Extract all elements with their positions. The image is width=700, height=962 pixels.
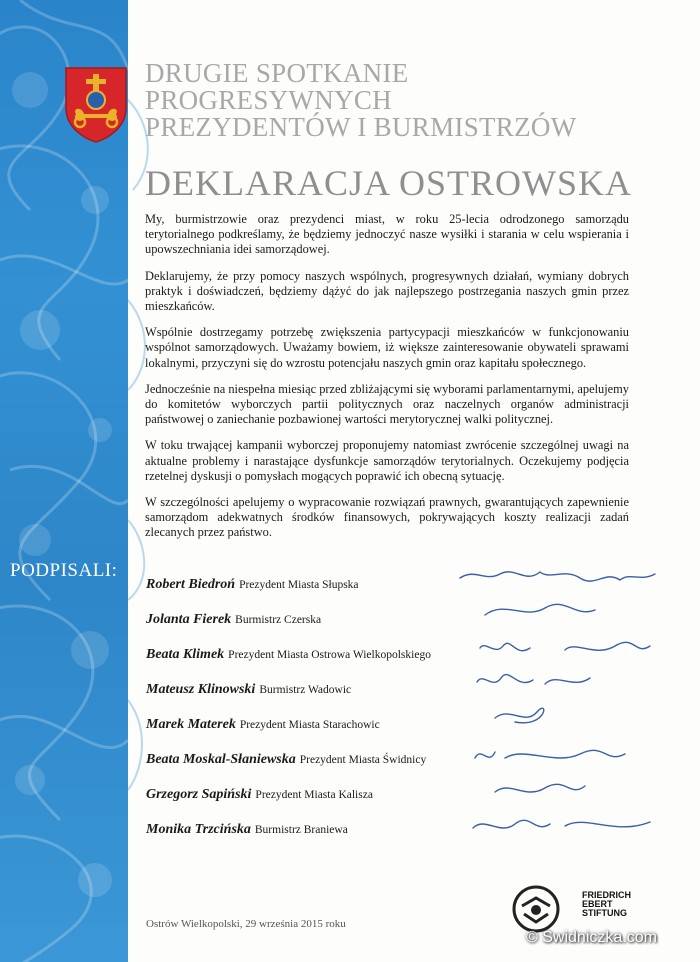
signatory-row [146, 612, 321, 628]
signatory-role: Burmistrz Braniewa [254, 824, 348, 836]
signature-6 [475, 750, 625, 758]
signature-8 [473, 820, 650, 828]
signatory-row [146, 752, 426, 768]
source-watermark: © Swidniczka.com [526, 929, 657, 946]
signatory-name: Beata Klimek [146, 647, 225, 662]
city-coat-of-arms-icon [62, 64, 130, 144]
signatory-role: Prezydent Miasta Starachowic [239, 719, 380, 731]
declaration-title: DEKLARACJA OSTROWSKA [145, 163, 633, 203]
sponsor-name [582, 891, 631, 918]
paragraph: Deklarujemy, że przy pomocy naszych wspólnych, progresywnych działań, wymiany dobrych praktyk i doświadczeń, będziemy dążyć do jak najlepszego postrzegania naszych gmin przez mieszkańców. [145, 268, 629, 314]
signatory-role: Prezydent Miasta Ostrowa Wielkopolskiego [228, 649, 431, 661]
signatory-row [146, 647, 431, 663]
paragraph: Jednocześnie na niespełna miesiąc przed zbliżającymi się wyborami parlamentarnymi, apelujemy do komitetów wyborczych partii politycznych oraz naczelnych organów administracji państwowej o zaniechanie pozbawionej wartości merytorycznej walki politycznej. [145, 381, 629, 427]
signatory-name: Marek Materek [146, 717, 236, 732]
signature-5 [495, 708, 544, 723]
heading-line-2: PROGRESYWNYCH [145, 85, 392, 115]
signatory-name: Jolanta Fierek [146, 612, 232, 627]
signature-1 [460, 572, 655, 581]
signatory-name: Mateusz Klinowski [146, 682, 256, 697]
sponsor-line: STIFTUNG [582, 908, 627, 918]
heading-line-3: PREZYDENTÓW I BURMISTRZÓW [145, 112, 577, 142]
signatory-row [146, 682, 351, 698]
swirl-pattern [0, 0, 128, 962]
declaration-body [145, 212, 629, 552]
signatory-row [146, 822, 348, 838]
sponsor-line: FRIEDRICH [582, 890, 631, 900]
handwritten-signatures [455, 560, 675, 840]
signature-3 [480, 642, 650, 650]
signatory-name: Beata Moskal-Słaniewska [146, 752, 296, 767]
signatory-role: Prezydent Miasta Słupska [239, 579, 359, 591]
signed-label: PODPISALI: [10, 560, 118, 581]
heading-line-1: DRUGIE SPOTKANIE [145, 58, 409, 88]
signatory-role: Burmistrz Wadowic [259, 684, 352, 696]
signatory-role: Prezydent Miasta Świdnicy [299, 754, 427, 766]
event-heading [145, 60, 665, 141]
signatory-role: Burmistrz Czerska [235, 614, 322, 626]
signatory-name: Robert Biedroń [146, 577, 236, 592]
paragraph: W szczególności apelujemy o wypracowanie rozwiązań prawnych, gwarantujących zapewnienie samorządom adekwatnych środków finansowych, pokrywających koszty realizacji zadań zlecanych przez państwo. [145, 495, 629, 540]
signatory-name: Monika Trzcińska [146, 822, 251, 837]
paragraph: Wspólnie dostrzegamy potrzebę zwiększenia partycypacji mieszkańców w funkcjonowaniu wspólnot samorządowych. Uważamy bowiem, iż większe zainteresowanie obywateli sprawami lokalnymi, przyczyni się do wzrostu potencjału naszych gmin oraz kapitału społecznego. [145, 325, 629, 370]
paragraph: W toku trwającej kampanii wyborczej proponujemy natomiast zwrócenie szczególnej uwagi na aktualne problemy i narastające dysfunkcje samorządów terytorialnych. Oczekujemy podjęcia rzetelnej dyskusji o pomysłach mogących poprawić ich obecną sytuację. [145, 438, 629, 483]
signature-4 [477, 675, 590, 684]
signature-2 [485, 604, 595, 615]
signatory-row [146, 577, 359, 593]
signatory-row [146, 717, 380, 733]
sponsor-line: EBERT [582, 899, 613, 909]
signatory-row [146, 787, 373, 803]
signature-7 [495, 784, 585, 792]
signatory-name: Grzegorz Sapiński [146, 787, 252, 802]
signatory-role: Prezydent Miasta Kalisza [255, 789, 373, 801]
paragraph: My, burmistrzowie oraz prezydenci miast, w roku 25-lecia odrodzonego samorządu terytorialnego podkreślamy, że będziemy jednoczyć nasze wysiłki i starania w celu wspierania i upowszechniania idei samorządowej. [145, 212, 629, 257]
friedrich-ebert-stiftung-logo-icon [498, 884, 574, 934]
decorative-blue-band [0, 0, 128, 962]
place-and-date: Ostrów Wielkopolski, 29 września 2015 roku [146, 918, 346, 930]
